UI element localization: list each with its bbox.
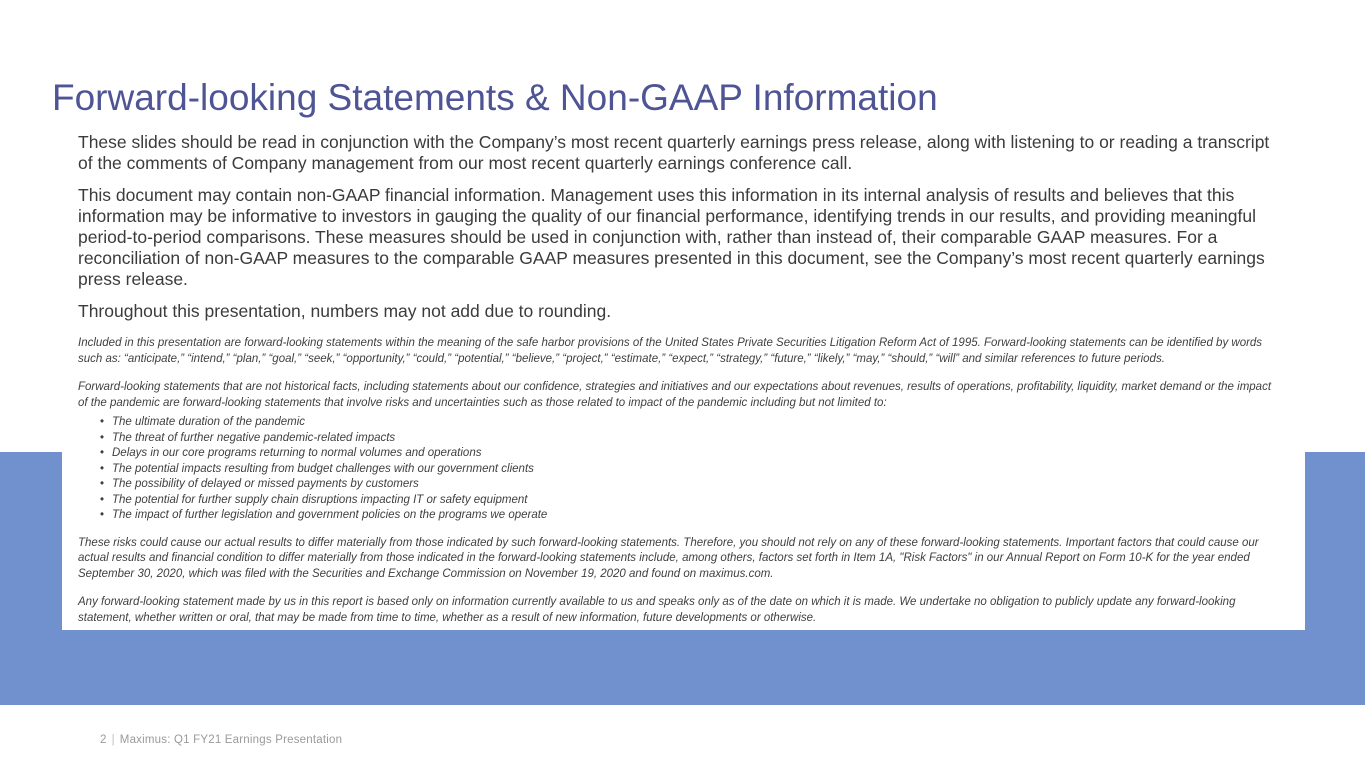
list-item: • The potential impacts resulting from budget challenges with our government clients <box>78 462 1283 478</box>
list-item: • The possibility of delayed or missed payments by customers <box>78 477 1283 493</box>
no-obligation-paragraph: Any forward-looking statement made by us in this report is based only on information currently available to us and speaks only as of the date on which it is made. We undertake no obligation to publicly update any forward-looking statement, whether written or oral, that may be made from time to time, whether as a result of new information, future developments or otherwise. <box>78 596 1236 624</box>
footer-separator: | <box>111 734 115 746</box>
footer-page-number: 2 <box>100 734 107 746</box>
list-item: • The potential for further supply chain disruptions impacting IT or safety equipment <box>78 493 1283 509</box>
list-item: • The threat of further negative pandemic-related impacts <box>78 431 1283 447</box>
intro-paragraph-1: These slides should be read in conjunction with the Company’s most recent quarterly earnings press release, along with listening to or reading a transcript of the comments of Company management from our most recent quarterly earnings conference call. <box>78 132 1270 173</box>
risk-factors-paragraph: These risks could cause our actual results to differ materially from those indicated by such forward-looking statements. Therefore, you should not rely on any of these forward-looking statements. Important factors that could cause our actual results and financial condition to differ materially from those indicated in the forward-looking statements include, among others, factors set forth in Item 1A, "Risk Factors" in our Annual Report on Form 10-K for the year ended September 30, 2020, which was filed with the Securities and Exchange Commission on November 19, 2020 and found on maximus.com. <box>78 536 1259 580</box>
list-item: • The impact of further legislation and government policies on the programs we operate <box>78 508 1283 524</box>
slide-footer <box>100 734 342 746</box>
intro-paragraph-3: Throughout this presentation, numbers may not add due to rounding. <box>78 301 612 321</box>
slide-body <box>78 132 1283 639</box>
list-item: • The ultimate duration of the pandemic <box>78 415 1283 431</box>
list-item: • Delays in our core programs returning to normal volumes and operations <box>78 446 1283 462</box>
footer-text: Maximus: Q1 FY21 Earnings Presentation <box>119 734 343 746</box>
safe-harbor-paragraph: Included in this presentation are forward-looking statements within the meaning of the safe harbor provisions of the United States Private Securities Litigation Reform Act of 1995. Forward-looking statements can be identified by words such as: “anticipate,” “intend,” “plan,” “goal,” “seek,” “opportunity,” “could,” “potential,” “believe,” “project,” “estimate,” “expect,” “strategy,” “future,” “likely,” “may,” “should,” “will” and similar references to future periods. <box>78 337 1263 365</box>
risks-intro-paragraph: Forward-looking statements that are not historical facts, including statements about our confidence, strategies and initiatives and our expectations about revenues, results of operations, profitability, liquidity, market demand or the impact of the pandemic are forward-looking statements that involve risks and uncertainties such as those related to impact of the pandemic including but not limited to: <box>78 381 1272 409</box>
risk-items-list <box>78 415 1283 524</box>
intro-paragraph-2: This document may contain non-GAAP financial information. Management uses this information in its internal analysis of results and believes that this information may be informative to investors in gauging the quality of our financial performance, identifying trends in our results, and providing meaningful period-to-period comparisons. These measures should be used in conjunction with, rather than instead of, their comparable GAAP measures. For a reconciliation of non-GAAP measures to the comparable GAAP measures presented in this document, see the Company’s most recent quarterly earnings press release. <box>78 185 1265 289</box>
page-title: Forward-looking Statements & Non-GAAP Information <box>52 76 938 118</box>
